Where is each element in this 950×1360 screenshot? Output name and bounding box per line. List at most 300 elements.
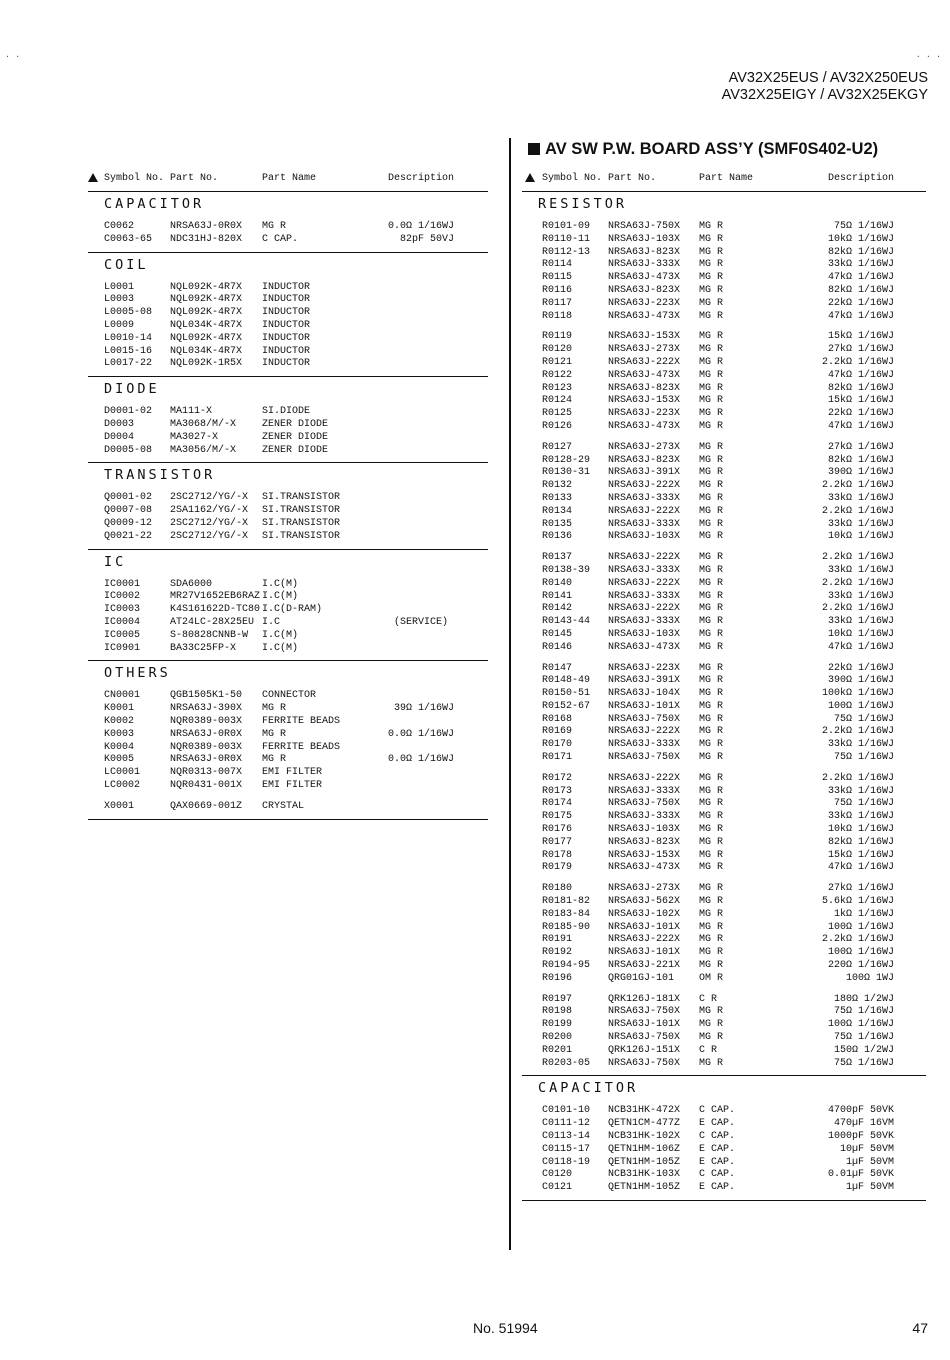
part-no: QRK126J-181X bbox=[608, 993, 681, 1005]
parts-row bbox=[522, 1045, 926, 1058]
section-title: TRANSISTOR bbox=[104, 467, 216, 484]
parts-row bbox=[522, 837, 926, 850]
parts-row bbox=[88, 579, 488, 592]
header-desc: Description bbox=[387, 173, 454, 184]
parts-section bbox=[88, 661, 488, 819]
part-name: C R bbox=[699, 1044, 718, 1056]
parts-row bbox=[522, 565, 926, 578]
symbol-no: C0063-65 bbox=[104, 233, 153, 245]
parts-row bbox=[522, 1182, 926, 1195]
part-no: NRSA63J-223X bbox=[608, 662, 681, 674]
parts-row bbox=[522, 370, 926, 383]
tolerance: M bbox=[887, 1156, 894, 1168]
part-no: BA33C25FP-X bbox=[170, 642, 237, 654]
tolerance: J bbox=[447, 728, 454, 740]
symbol-no: C0115-17 bbox=[542, 1143, 591, 1155]
symbol-no: R0169 bbox=[542, 726, 573, 738]
symbol-no: R0133 bbox=[542, 492, 573, 504]
description: 39Ω 1/16W bbox=[393, 703, 448, 715]
part-name: EMI FILTER bbox=[262, 779, 323, 791]
tolerance: J bbox=[887, 972, 894, 984]
tolerance: J bbox=[887, 1006, 894, 1018]
parts-row bbox=[522, 344, 926, 357]
part-no: 2SC2712/YG/-X bbox=[170, 530, 249, 542]
header-desc: Description bbox=[827, 173, 894, 184]
symbol-no: R0191 bbox=[542, 934, 573, 946]
part-no: NRSA63J-333X bbox=[608, 492, 681, 504]
parts-row bbox=[522, 934, 926, 947]
parts-group bbox=[522, 994, 926, 1071]
symbol-no: R0181-82 bbox=[542, 896, 591, 908]
part-name: SI.TRANSISTOR bbox=[262, 517, 341, 529]
part-name: MG R bbox=[699, 284, 724, 296]
description: 33kΩ 1/16W bbox=[827, 616, 888, 628]
section-title: IC bbox=[104, 553, 127, 570]
parts-group bbox=[88, 492, 488, 543]
parts-row bbox=[522, 811, 926, 824]
description: 2.2kΩ 1/16W bbox=[821, 772, 888, 784]
parts-row bbox=[522, 883, 926, 896]
parts-row bbox=[522, 531, 926, 544]
parts-row bbox=[88, 690, 488, 703]
tolerance: K bbox=[887, 1105, 894, 1117]
description: 5.6kΩ 1/16W bbox=[821, 896, 888, 908]
part-name: MG R bbox=[699, 246, 724, 258]
description: 15kΩ 1/16W bbox=[827, 395, 888, 407]
parts-row bbox=[522, 726, 926, 739]
part-no: NRSA63J-473X bbox=[608, 310, 681, 322]
tolerance: J bbox=[887, 221, 894, 232]
tolerance: J bbox=[887, 641, 894, 653]
parts-row bbox=[522, 688, 926, 701]
symbol-no: IC0004 bbox=[104, 616, 141, 628]
description: 1µF 50V bbox=[845, 1156, 888, 1168]
symbol-no: IC0901 bbox=[104, 642, 141, 654]
part-name: I.C(M) bbox=[262, 642, 299, 654]
part-no: NCB31HK-103X bbox=[608, 1169, 681, 1181]
parts-row bbox=[522, 552, 926, 565]
symbol-no: R0130-31 bbox=[542, 467, 591, 479]
parts-row bbox=[522, 798, 926, 811]
part-name: E CAP. bbox=[699, 1182, 736, 1194]
tolerance: J bbox=[887, 908, 894, 920]
part-name: MG R bbox=[699, 441, 724, 453]
parts-row bbox=[522, 357, 926, 370]
part-name: MG R bbox=[699, 310, 724, 322]
parts-row bbox=[522, 947, 926, 960]
parts-group bbox=[522, 663, 926, 765]
part-name: MG R bbox=[699, 233, 724, 245]
symbol-no: R0117 bbox=[542, 297, 573, 309]
symbol-no: R0126 bbox=[542, 420, 573, 432]
tolerance: J bbox=[887, 272, 894, 284]
safety-warning-icon bbox=[88, 173, 98, 182]
parts-row bbox=[88, 780, 488, 793]
parts-row bbox=[88, 445, 488, 458]
description: 27kΩ 1/16W bbox=[827, 441, 888, 453]
symbol-no: R0141 bbox=[542, 590, 573, 602]
description: 15kΩ 1/16W bbox=[827, 849, 888, 861]
part-name: MG R bbox=[699, 849, 724, 861]
parts-row bbox=[88, 346, 488, 359]
parts-row bbox=[88, 643, 488, 656]
part-no: NQL092K-4R7X bbox=[170, 294, 243, 306]
symbol-no: R0203-05 bbox=[542, 1057, 591, 1069]
tolerance: J bbox=[887, 883, 894, 895]
part-name: INDUCTOR bbox=[262, 307, 311, 319]
part-name: ZENER DIODE bbox=[262, 418, 329, 430]
part-no: NRSA63J-333X bbox=[608, 590, 681, 602]
parts-row bbox=[88, 333, 488, 346]
part-name: ZENER DIODE bbox=[262, 444, 329, 456]
part-name: MG R bbox=[699, 772, 724, 784]
parts-row bbox=[522, 1118, 926, 1131]
parts-row bbox=[522, 1032, 926, 1045]
description: 1µF 50V bbox=[845, 1182, 888, 1194]
parts-row bbox=[522, 221, 926, 234]
tolerance: J bbox=[887, 824, 894, 836]
parts-row bbox=[522, 285, 926, 298]
part-no: NQR0389-003X bbox=[170, 715, 243, 727]
tolerance: J bbox=[887, 284, 894, 296]
description: 22kΩ 1/16W bbox=[827, 297, 888, 309]
symbol-no: R0174 bbox=[542, 798, 573, 810]
symbol-no: L0010-14 bbox=[104, 332, 153, 344]
parts-group bbox=[522, 221, 926, 323]
description: 22kΩ 1/16W bbox=[827, 408, 888, 420]
parts-row bbox=[88, 617, 488, 630]
tolerance: J bbox=[887, 531, 894, 543]
symbol-no: LC0001 bbox=[104, 767, 141, 779]
tolerance: M bbox=[887, 1118, 894, 1130]
parts-row bbox=[88, 742, 488, 755]
document-number: No. 51994 bbox=[473, 1320, 538, 1336]
symbol-no: R0135 bbox=[542, 518, 573, 530]
description: 82kΩ 1/16W bbox=[827, 284, 888, 296]
description: 82kΩ 1/16W bbox=[827, 246, 888, 258]
description: 0.01µF 50V bbox=[827, 1169, 888, 1181]
symbol-no: R0168 bbox=[542, 713, 573, 725]
parts-group bbox=[88, 406, 488, 457]
description: 100Ω 1W bbox=[845, 972, 888, 984]
symbol-no: R0170 bbox=[542, 739, 573, 751]
symbol-no: D0004 bbox=[104, 431, 135, 443]
symbol-no: R0192 bbox=[542, 947, 573, 959]
right-sections bbox=[522, 192, 926, 1201]
tolerance: M bbox=[887, 1182, 894, 1194]
parts-row bbox=[522, 493, 926, 506]
symbol-no: IC0003 bbox=[104, 604, 141, 616]
tolerance: J bbox=[887, 577, 894, 589]
parts-row bbox=[522, 663, 926, 676]
description: 2.2kΩ 1/16W bbox=[821, 934, 888, 946]
part-no: NRSA63J-0R0X bbox=[170, 754, 243, 766]
part-name: MG R bbox=[699, 726, 724, 738]
parts-section bbox=[522, 1076, 926, 1201]
parts-row bbox=[88, 419, 488, 432]
description: 33kΩ 1/16W bbox=[827, 259, 888, 271]
symbol-no: R0179 bbox=[542, 862, 573, 874]
parts-row bbox=[522, 467, 926, 480]
header-name: Part Name bbox=[699, 173, 754, 184]
parts-row bbox=[522, 603, 926, 616]
description: 10kΩ 1/16W bbox=[827, 824, 888, 836]
description: 15kΩ 1/16W bbox=[827, 331, 888, 343]
tolerance: J bbox=[887, 862, 894, 874]
part-no: NRSA63J-390X bbox=[170, 703, 243, 715]
part-no: NRSA63J-823X bbox=[608, 246, 681, 258]
parts-row bbox=[522, 259, 926, 272]
part-name: MG R bbox=[699, 862, 724, 874]
part-name: MG R bbox=[699, 824, 724, 836]
part-no: NRSA63J-222X bbox=[608, 934, 681, 946]
symbol-no: IC0005 bbox=[104, 629, 141, 641]
part-no: NRSA63J-473X bbox=[608, 862, 681, 874]
parts-row bbox=[522, 960, 926, 973]
symbol-no: R0136 bbox=[542, 531, 573, 543]
symbol-no: IC0002 bbox=[104, 591, 141, 603]
symbol-no: C0121 bbox=[542, 1182, 573, 1194]
description: 10kΩ 1/16W bbox=[827, 531, 888, 543]
square-bullet-icon bbox=[528, 143, 540, 155]
tolerance: J bbox=[887, 408, 894, 420]
tolerance: K bbox=[887, 1131, 894, 1142]
parts-row bbox=[522, 629, 926, 642]
part-name: MG R bbox=[699, 518, 724, 530]
description: 27kΩ 1/16W bbox=[827, 344, 888, 356]
parts-row bbox=[522, 824, 926, 837]
symbol-no: R0152-67 bbox=[542, 700, 591, 712]
part-name: MG R bbox=[699, 454, 724, 466]
parts-row bbox=[88, 591, 488, 604]
parts-row bbox=[522, 850, 926, 863]
part-name: MG R bbox=[699, 344, 724, 356]
part-name: INDUCTOR bbox=[262, 319, 311, 331]
parts-group bbox=[522, 552, 926, 654]
parts-row bbox=[522, 909, 926, 922]
symbol-no: R0137 bbox=[542, 552, 573, 564]
description: 2.2kΩ 1/16W bbox=[821, 726, 888, 738]
part-no: NRSA63J-101X bbox=[608, 1019, 681, 1031]
description: 0.0Ω 1/16W bbox=[387, 728, 448, 740]
part-no: QRK126J-151X bbox=[608, 1044, 681, 1056]
parts-row bbox=[522, 1058, 926, 1071]
description: 75Ω 1/16W bbox=[833, 752, 888, 764]
parts-row bbox=[88, 505, 488, 518]
symbol-no: R0142 bbox=[542, 603, 573, 615]
tolerance: J bbox=[887, 921, 894, 933]
symbol-no: IC0001 bbox=[104, 578, 141, 590]
part-name: MG R bbox=[699, 1006, 724, 1018]
symbol-no: Q0009-12 bbox=[104, 517, 153, 529]
description: 33kΩ 1/16W bbox=[827, 811, 888, 823]
part-name: MG R bbox=[699, 467, 724, 479]
part-no: NRSA63J-333X bbox=[608, 616, 681, 628]
part-name: I.C(M) bbox=[262, 629, 299, 641]
parts-row bbox=[88, 294, 488, 307]
description: 47kΩ 1/16W bbox=[827, 272, 888, 284]
symbol-no: Q0021-22 bbox=[104, 530, 153, 542]
tolerance: J bbox=[887, 441, 894, 453]
part-name: I.C bbox=[262, 616, 281, 628]
description: 220Ω 1/16W bbox=[827, 960, 888, 972]
tolerance: J bbox=[887, 713, 894, 725]
description: 75Ω 1/16W bbox=[833, 1032, 888, 1044]
part-name: MG R bbox=[699, 297, 724, 309]
part-name: MG R bbox=[699, 713, 724, 725]
description: 0.0Ω 1/16W bbox=[387, 221, 448, 232]
parts-row bbox=[88, 358, 488, 371]
parts-group bbox=[522, 331, 926, 433]
part-name: MG R bbox=[699, 836, 724, 848]
part-no: S-80828CNNB-W bbox=[170, 629, 249, 641]
part-no: NDC31HJ-820X bbox=[170, 233, 243, 245]
parts-row bbox=[88, 801, 488, 814]
parts-row bbox=[522, 922, 926, 935]
description: 82kΩ 1/16W bbox=[827, 382, 888, 394]
part-name: INDUCTOR bbox=[262, 358, 311, 370]
description: 4700pF 50V bbox=[827, 1105, 888, 1117]
section-title: CAPACITOR bbox=[538, 1080, 639, 1097]
part-no: 2SC2712/YG/-X bbox=[170, 517, 249, 529]
parts-row bbox=[522, 642, 926, 655]
parts-row bbox=[522, 896, 926, 909]
part-name: FERRITE BEADS bbox=[262, 741, 341, 753]
tolerance: J bbox=[887, 369, 894, 381]
tolerance: J bbox=[887, 947, 894, 959]
part-no: QGB1505K1-50 bbox=[170, 690, 243, 702]
symbol-no: R0172 bbox=[542, 772, 573, 784]
tolerance: J bbox=[887, 233, 894, 245]
parts-row bbox=[88, 234, 488, 247]
parts-row bbox=[522, 591, 926, 604]
part-no: QETN1HM-106Z bbox=[608, 1143, 681, 1155]
tolerance: J bbox=[887, 492, 894, 504]
symbol-no: R0146 bbox=[542, 641, 573, 653]
part-no: NRSA63J-333X bbox=[608, 739, 681, 751]
description: 27kΩ 1/16W bbox=[827, 883, 888, 895]
parts-row bbox=[522, 714, 926, 727]
part-no: NRSA63J-101X bbox=[608, 921, 681, 933]
parts-group bbox=[88, 221, 488, 247]
tolerance: J bbox=[887, 785, 894, 797]
symbol-no: C0113-14 bbox=[542, 1131, 591, 1142]
part-name: FERRITE BEADS bbox=[262, 715, 341, 727]
part-name: INDUCTOR bbox=[262, 294, 311, 306]
part-no: MA3027-X bbox=[170, 431, 219, 443]
symbol-no: LC0002 bbox=[104, 779, 141, 791]
part-name: MG R bbox=[699, 896, 724, 908]
part-name: MG R bbox=[699, 590, 724, 602]
part-name: MG R bbox=[699, 552, 724, 564]
part-name: MG R bbox=[699, 883, 724, 895]
parts-row bbox=[522, 311, 926, 324]
part-no: NRSA63J-473X bbox=[608, 420, 681, 432]
part-no: NRSA63J-391X bbox=[608, 467, 681, 479]
tolerance: J bbox=[887, 1057, 894, 1069]
part-no: NRSA63J-0R0X bbox=[170, 728, 243, 740]
part-no: NRSA63J-153X bbox=[608, 395, 681, 407]
parts-row bbox=[522, 298, 926, 311]
symbol-no: R0112-13 bbox=[542, 246, 591, 258]
parts-row bbox=[522, 421, 926, 434]
part-no: NRSA63J-750X bbox=[608, 221, 681, 232]
tolerance: J bbox=[887, 564, 894, 576]
part-no: NRSA63J-103X bbox=[608, 824, 681, 836]
part-name: E CAP. bbox=[699, 1118, 736, 1130]
symbol-no: R0110-11 bbox=[542, 233, 591, 245]
part-name: MG R bbox=[699, 480, 724, 492]
part-name: MG R bbox=[699, 921, 724, 933]
tolerance: J bbox=[887, 518, 894, 530]
part-no: NRSA63J-333X bbox=[608, 564, 681, 576]
tolerance: J bbox=[447, 233, 454, 245]
symbol-no: Q0007-08 bbox=[104, 505, 153, 517]
symbol-no: R0116 bbox=[542, 284, 573, 296]
symbol-no: L0017-22 bbox=[104, 358, 153, 370]
header-part: Part No. bbox=[170, 173, 219, 184]
description: 100Ω 1/16W bbox=[827, 700, 888, 712]
part-name: MG R bbox=[699, 408, 724, 420]
part-no: NRSA63J-750X bbox=[608, 1057, 681, 1069]
description: 33kΩ 1/16W bbox=[827, 785, 888, 797]
parts-section bbox=[88, 550, 488, 662]
part-name: C CAP. bbox=[699, 1105, 736, 1117]
tolerance: J bbox=[887, 960, 894, 972]
symbol-no: R0101-09 bbox=[542, 221, 591, 232]
parts-row bbox=[88, 320, 488, 333]
section-title: RESISTOR bbox=[538, 196, 628, 212]
symbol-no: R0124 bbox=[542, 395, 573, 407]
safety-warning-icon bbox=[525, 173, 535, 182]
description: 47kΩ 1/16W bbox=[827, 641, 888, 653]
parts-row bbox=[522, 272, 926, 285]
model-line-1: AV32X25EUS / AV32X250EUS bbox=[728, 70, 928, 86]
parts-row bbox=[522, 1105, 926, 1118]
symbol-no: R0140 bbox=[542, 577, 573, 589]
part-no: NRSA63J-333X bbox=[608, 518, 681, 530]
board-title bbox=[528, 140, 878, 159]
parts-row bbox=[88, 282, 488, 295]
part-name: OM R bbox=[699, 972, 724, 984]
parts-row bbox=[522, 578, 926, 591]
symbol-no: R0200 bbox=[542, 1032, 573, 1044]
part-name: E CAP. bbox=[699, 1156, 736, 1168]
parts-row bbox=[522, 973, 926, 986]
part-name: MG R bbox=[262, 703, 287, 715]
symbol-no: C0101-10 bbox=[542, 1105, 591, 1117]
header-symbol: Symbol No. bbox=[104, 173, 165, 184]
description: 100Ω 1/16W bbox=[827, 921, 888, 933]
part-no: NRSA63J-222X bbox=[608, 603, 681, 615]
symbol-no: R0183-84 bbox=[542, 908, 591, 920]
description: 150Ω 1/2W bbox=[833, 1044, 888, 1056]
description: 10kΩ 1/16W bbox=[827, 628, 888, 640]
parts-row bbox=[522, 773, 926, 786]
symbol-no: R0185-90 bbox=[542, 921, 591, 933]
symbol-no: R0148-49 bbox=[542, 675, 591, 687]
parts-row bbox=[522, 616, 926, 629]
part-no: NRSA63J-101X bbox=[608, 700, 681, 712]
description: 47kΩ 1/16W bbox=[827, 310, 888, 322]
part-name: C CAP. bbox=[699, 1131, 736, 1142]
part-no: NQL092K-4R7X bbox=[170, 307, 243, 319]
symbol-no: R0180 bbox=[542, 883, 573, 895]
tolerance: J bbox=[887, 297, 894, 309]
symbol-no: L0005-08 bbox=[104, 307, 153, 319]
column-header bbox=[88, 170, 488, 192]
description: 47kΩ 1/16W bbox=[827, 420, 888, 432]
